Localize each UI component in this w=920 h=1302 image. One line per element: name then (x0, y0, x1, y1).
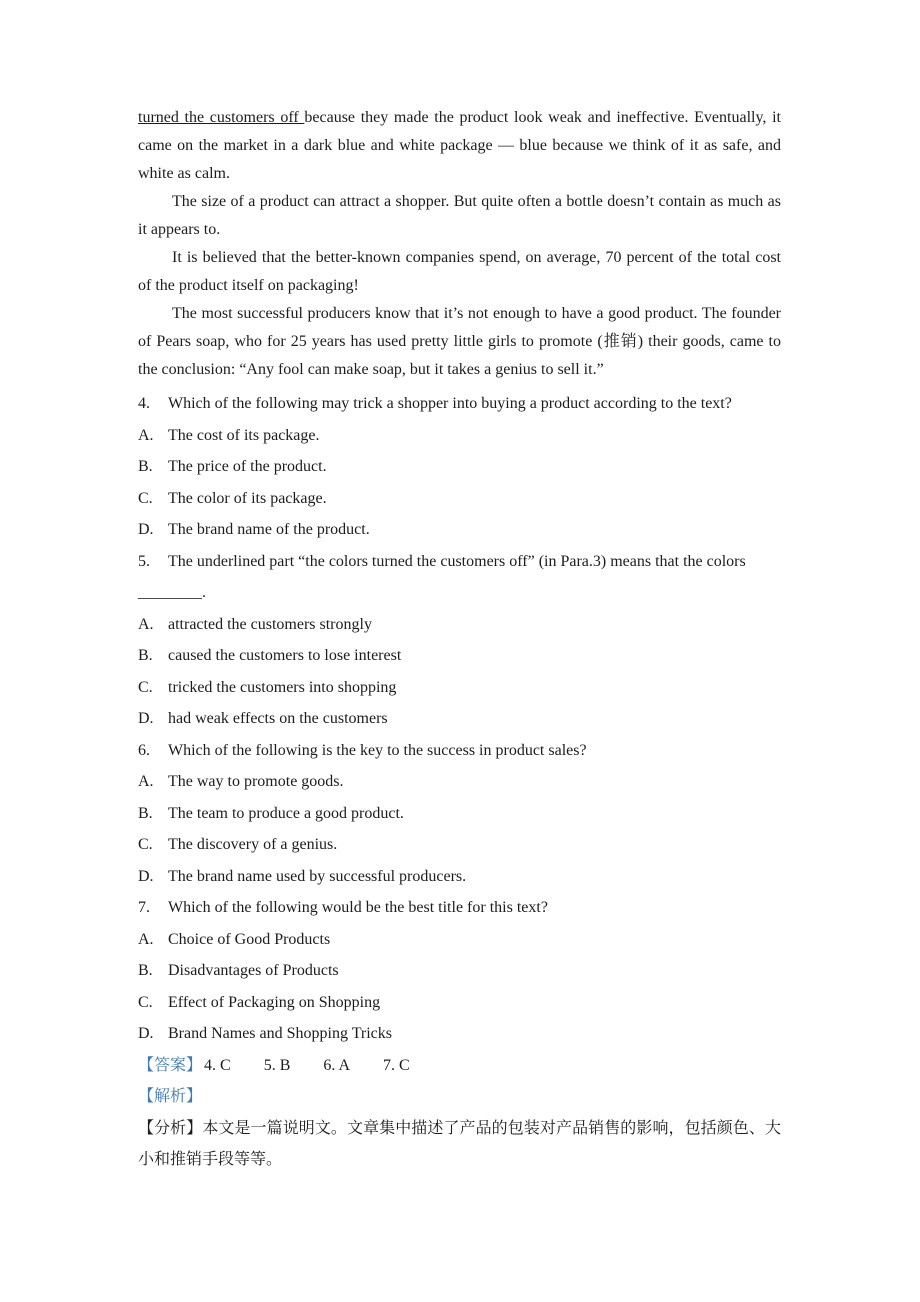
option-text: Choice of Good Products (168, 930, 331, 948)
option-list (138, 924, 781, 1050)
option-text: The discovery of a genius. (168, 836, 338, 853)
answer-key-row (138, 1050, 781, 1082)
question-line (138, 735, 781, 767)
option-letter: D. (138, 1025, 154, 1042)
question-block (138, 892, 781, 1050)
underlined-phrase: turned the customers off (138, 109, 305, 126)
paragraph-text: because they made the product look weak and ineffective. Eventually, it came on the market in a dark blue and white package — blue because we think of it as safe, and white as calm. (138, 109, 782, 182)
answer-blank: ________. (138, 584, 206, 601)
option-letter: A. (138, 773, 154, 790)
passage-paragraph: It is believed that the better-known companies spend, on average, 70 percent of the total cost of the product itself on packaging! (138, 249, 781, 294)
passage-paragraph-continued (138, 104, 781, 188)
option-letter: C. (138, 678, 153, 696)
option-line (138, 514, 781, 546)
option-text: Effect of Packaging on Shopping (168, 993, 381, 1011)
questions-section (138, 388, 781, 1050)
option-line (138, 672, 781, 704)
option-letter: C. (138, 836, 153, 853)
option-letter: B. (138, 962, 153, 979)
question-text: Which of the following may trick a shopper into buying a product according to the text? (168, 395, 732, 412)
option-letter: C. (138, 993, 153, 1011)
option-line (138, 987, 781, 1019)
option-line (138, 861, 781, 893)
answer-key-label: 【答案】 (138, 1056, 203, 1074)
question-text: Which of the following would be the best title for this text? (168, 899, 548, 916)
option-line (138, 420, 781, 452)
option-line (138, 1018, 781, 1050)
option-list (138, 766, 781, 892)
analysis-label: 【解析】 (138, 1088, 203, 1105)
option-letter: B. (138, 804, 153, 822)
question-number: 6. (138, 741, 150, 759)
answer-item: 7. C (383, 1056, 410, 1074)
answer-key-items (202, 1057, 441, 1074)
option-text: had weak effects on the customers (168, 710, 388, 727)
option-text: The color of its package. (168, 489, 327, 507)
question-number: 4. (138, 395, 150, 412)
option-text: attracted the customers strongly (168, 615, 372, 633)
option-line (138, 924, 781, 956)
option-letter: D. (138, 710, 154, 727)
option-line (138, 829, 781, 861)
reading-passage (138, 104, 781, 384)
option-line (138, 798, 781, 830)
option-line (138, 703, 781, 735)
option-text: Brand Names and Shopping Tricks (168, 1025, 392, 1042)
option-line (138, 451, 781, 483)
option-text: The brand name of the product. (168, 521, 370, 538)
analysis-prefix: 【分析】 (138, 1119, 203, 1137)
option-line (138, 640, 781, 672)
option-letter: D. (138, 867, 154, 885)
option-text: The price of the product. (168, 458, 327, 475)
option-line (138, 955, 781, 987)
option-letter: A. (138, 930, 154, 948)
answer-item: 6. A (323, 1056, 351, 1074)
question-text: Which of the following is the key to the success in product sales? (168, 741, 587, 759)
option-text: The brand name used by successful producers. (168, 867, 467, 885)
question-number: 5. (138, 552, 150, 570)
passage-paragraph: The size of a product can attract a shopper. But quite often a bottle doesn’t contain as much as it appears to. (138, 193, 781, 238)
answer-item: 5. B (263, 1056, 291, 1074)
question-line (138, 892, 781, 924)
option-line (138, 766, 781, 798)
question-number: 7. (138, 899, 150, 916)
answer-item: 4. C (204, 1056, 231, 1074)
question-block (138, 388, 781, 546)
option-text: Disadvantages of Products (168, 962, 339, 979)
analysis-text: 本文是一篇说明文。文章集中描述了产品的包装对产品销售的影响，包括颜色、大小和推销手段等等。 (138, 1119, 781, 1168)
option-text: The way to promote goods. (168, 773, 344, 790)
question-block (138, 735, 781, 893)
option-letter: B. (138, 458, 153, 475)
analysis-paragraph (138, 1113, 781, 1176)
passage-paragraph: The most successful producers know that it’s not enough to have a good product. The founder of Pears soap, who for 25 years has used pretty little girls to promote (推销) their goods, came to the conclusion: “Any fool can make soap, but it takes a genius to sell it.” (138, 305, 781, 378)
option-letter: A. (138, 615, 154, 633)
option-letter: D. (138, 521, 154, 538)
question-text: The underlined part “the colors turned the customers off” (in Para.3) means that the colors (168, 552, 746, 570)
option-text: tricked the customers into shopping (168, 678, 397, 696)
option-letter: B. (138, 647, 153, 664)
option-letter: C. (138, 489, 153, 507)
option-list (138, 609, 781, 735)
option-line (138, 483, 781, 515)
question-line (138, 388, 781, 420)
analysis-label-row (138, 1081, 781, 1113)
option-letter: A. (138, 426, 154, 444)
option-text: The team to produce a good product. (168, 804, 404, 822)
question-line (138, 546, 781, 578)
option-list (138, 420, 781, 546)
question-block (138, 546, 781, 735)
option-line (138, 609, 781, 641)
option-text: The cost of its package. (168, 426, 320, 444)
option-text: caused the customers to lose interest (168, 647, 402, 664)
